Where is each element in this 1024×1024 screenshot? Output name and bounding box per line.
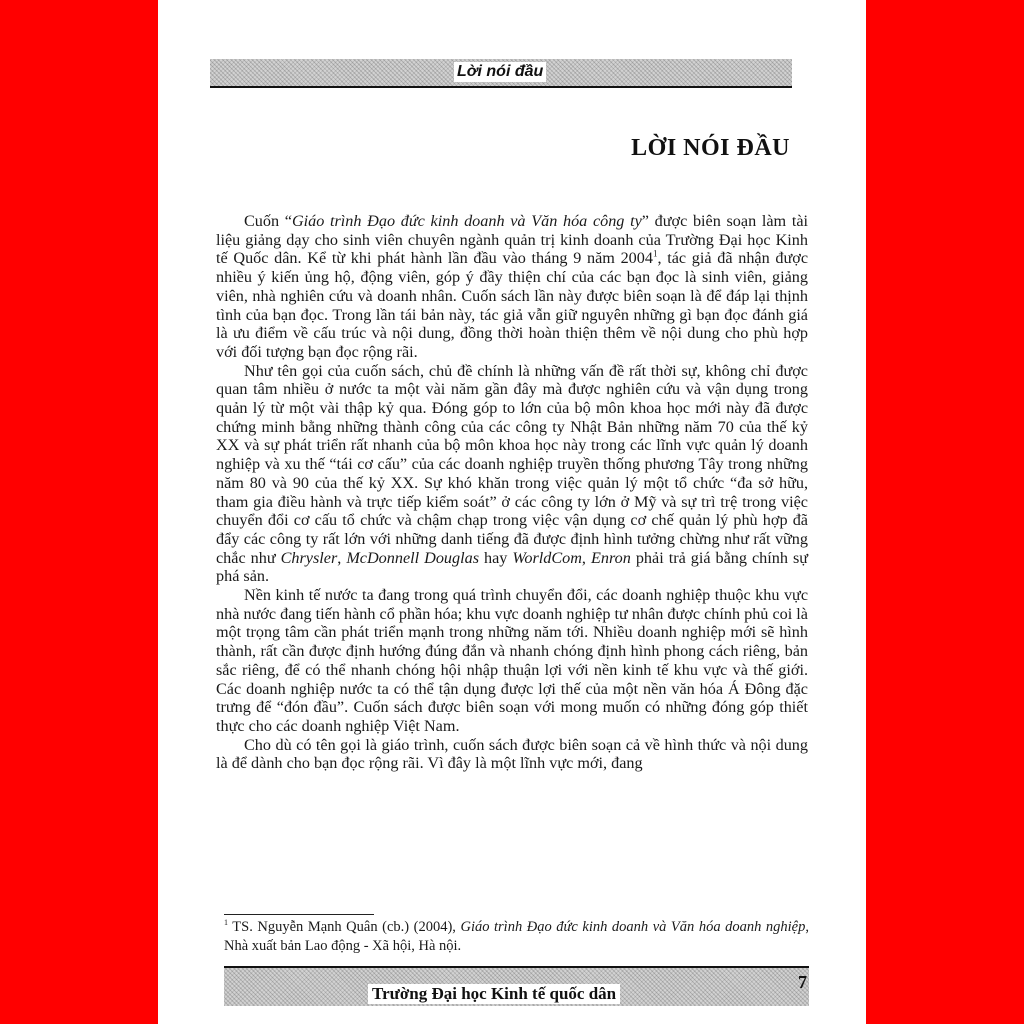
- footnote-reference: 1: [652, 249, 658, 260]
- footnote-book-title: Giáo trình Đạo đức kinh doanh và Văn hóa doanh nghiệp: [460, 919, 806, 935]
- footnote-marker: 1: [224, 918, 228, 928]
- footnote-author: TS. Nguyễn Mạnh Quân (cb.) (2004),: [228, 919, 461, 935]
- paragraph-3: Nền kinh tế nước ta đang trong quá trình chuyển đổi, các doanh nghiệp thuộc khu vực nhà nước đang tiến hành cổ phần hóa; khu vực doanh nghiệp tư nhân được chính phủ coi là một trọng tâm cần phát triển mạnh trong những năm tới. Nhiều doanh nghiệp mới sẽ hình thành, rất cần được định hướng đúng đắn và nhanh chóng định hình phong cách riêng, bản sắc riêng, để có thể nhanh chóng hội nhập thuận lợi với nền kinh tế khu vực và thế giới. Các doanh nghiệp nước ta có thể tận dụng được lợi thế của một nền văn hóa Á Đông đặc trưng để “đón đầu”. Cuốn sách được biên soạn với mong muốn có những đóng góp thiết thực cho các doanh nghiệp Việt Nam.: [216, 586, 808, 735]
- footnote: [224, 918, 809, 956]
- footnote-divider: [224, 914, 374, 915]
- book-page: [158, 0, 866, 1024]
- paragraph-2-body: Như tên gọi của cuốn sách, chủ đề chính là những vấn đề rất thời sự, không chỉ được quan tâm nhiều ở nước ta một vài năm gần đây mà được nghiên cứu và vận dụng trong quản lý từ một vài thập kỷ qua. Đóng góp to lớn của bộ môn khoa học mới này đã được chứng minh bằng những thành công của các công ty Nhật Bản những năm 70 của thế kỷ XX và sự phát triển rất nhanh của bộ môn khoa học này trong các lĩnh vực quản lý doanh nghiệp và xu thế “tái cơ cấu” của các doanh nghiệp truyền thống phương Tây trong những năm 80 và 90 của thế kỷ XX. Sự khó khăn trong việc quản lý một tổ chức “đa sở hữu, tham gia điều hành và trực tiếp kiểm soát” ở các công ty lớn ở Mỹ và sự trì trệ trong việc chuyển đổi cơ cấu tổ chức và chậm chạp trong việc vận dụng cơ chế quản lý phù hợp đã đẩy các công ty rất lớn với những danh tiếng đã được định hình tưởng chừng như rất vững chắc như: [216, 361, 808, 567]
- book-title-italic: Giáo trình Đạo đức kinh doanh và Văn hóa công ty: [291, 212, 642, 230]
- running-header-bar: [210, 59, 792, 88]
- company-name-enron: Enron: [590, 548, 631, 567]
- running-header-title: Lời nói đầu: [454, 62, 546, 82]
- separator: hay: [479, 548, 513, 567]
- paragraph-2: [216, 362, 808, 586]
- company-name-mcdonnell-douglas: McDonnell Douglas: [346, 548, 479, 567]
- separator: ,: [337, 548, 347, 567]
- page-number: 7: [798, 972, 807, 992]
- company-name-worldcom: WorldCom: [512, 548, 582, 567]
- paragraph-4: Cho dù có tên gọi là giáo trình, cuốn sách được biên soạn cả về hình thức và nội dung là để dành cho bạn đọc rộng rãi. Vì đây là một lĩnh vực mới, đang: [216, 735, 808, 773]
- page-footer-bar: [224, 966, 809, 1006]
- paragraph-1: [216, 212, 808, 362]
- company-name-chrysler: Chrysler: [280, 548, 338, 567]
- body-text: [216, 212, 808, 773]
- paragraph-1-rest: , tác giả đã nhận được nhiều ý kiến ủng hộ, động viên, góp ý đầy thiện chí của các bạn đọc là sinh viên, giảng viên, nhà nghiên cứu và doanh nhân. Cuốn sách lần này được biên soạn là để đáp lại thịnh tình của bạn đọc. Trong lần tái bản này, tác giả vẫn giữ nguyên những gì bạn đọc đánh giá là ưu điểm về cấu trúc và nội dung, đồng thời hoàn thiện thêm về nội dung cho phù hợp với đối tượng bạn đọc rộng rãi.: [216, 249, 808, 361]
- paragraph-1-lead: Cuốn “: [244, 212, 292, 230]
- footnote-publisher: , Nhà xuất bản Lao động - Xã hội, Hà nội.: [224, 919, 809, 954]
- paragraph-1-body: ” được biên soạn làm tài liệu giảng dạy cho sinh viên chuyên ngành quản trị kinh doanh của Trường Đại học Kinh tế Quốc dân. Kể từ khi phát hành lần đầu vào tháng 9 năm 2004: [216, 212, 809, 268]
- chapter-title: LỜI NÓI ĐẦU: [631, 135, 790, 161]
- separator: ,: [581, 548, 591, 567]
- footer-institution: Trường Đại học Kinh tế quốc dân: [368, 984, 620, 1004]
- paragraph-2-end: phải trả giá bằng chính sự phá sản.: [216, 548, 809, 586]
